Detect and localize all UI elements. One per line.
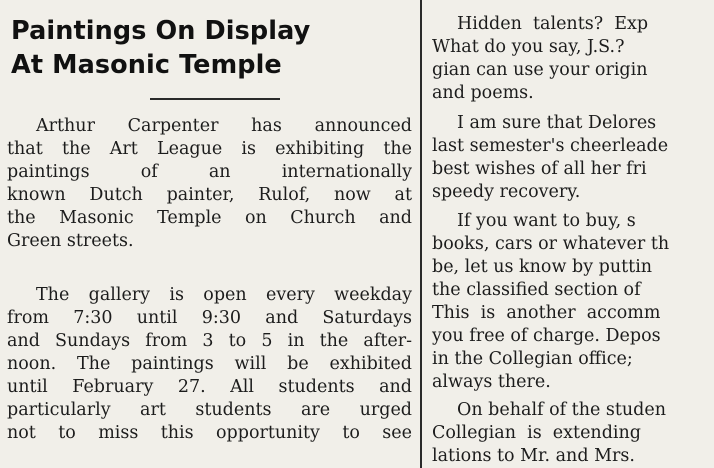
text-line: and poems.: [432, 83, 534, 103]
text-line: from 7:30 until 9:30 and Saturdays: [7, 308, 412, 328]
text-line: Green streets.: [7, 231, 134, 251]
text-line: particularly art students are urged: [7, 400, 412, 420]
text-line: This is another accomm: [432, 303, 661, 323]
text-line: The gallery is open every weekday: [36, 285, 412, 305]
article-headline: [11, 14, 310, 82]
text-line: paintings of an internationally: [7, 162, 412, 182]
text-line: best wishes of all her fri: [432, 159, 647, 179]
headline-divider: [150, 98, 280, 100]
text-line: in the Collegian office;: [432, 349, 633, 369]
text-line: be, let us know by puttin: [432, 257, 653, 277]
right-column: [427, 0, 714, 468]
headline-line: Paintings On Display: [11, 16, 311, 46]
text-line: Collegian is extending: [432, 423, 641, 443]
text-line: that the Art League is exhibiting the: [7, 139, 412, 159]
text-line: always there.: [432, 372, 551, 392]
text-line: the classified section of: [432, 280, 641, 300]
text-line: lations to Mr. and Mrs.: [432, 446, 635, 466]
text-line: known Dutch painter, Rulof, now at: [7, 185, 412, 205]
text-line: noon. The paintings will be exhibited: [7, 354, 412, 374]
text-line: I am sure that Delores: [457, 113, 657, 133]
text-line: until February 27. All students and: [7, 377, 412, 397]
text-line: the Masonic Temple on Church and: [7, 208, 412, 228]
text-line: books, cars or whatever th: [432, 234, 670, 254]
headline-line: At Masonic Temple: [11, 50, 282, 80]
text-line: you free of charge. Depos: [432, 326, 661, 346]
text-line: What do you say, J.S.?: [432, 37, 625, 57]
text-line: speedy recovery.: [432, 182, 581, 202]
text-line: last semester's cheerleade: [432, 136, 669, 156]
text-line: and Sundays from 3 to 5 in the after-: [7, 331, 412, 351]
text-line: Hidden talents? Exp: [457, 14, 649, 34]
text-line: On behalf of the studen: [457, 400, 666, 420]
column-divider: [420, 0, 422, 468]
text-line: gian can use your origin: [432, 60, 648, 80]
text-line: Arthur Carpenter has announced: [36, 116, 412, 136]
text-line: not to miss this opportunity to see: [7, 423, 412, 443]
text-line: If you want to buy, s: [457, 211, 636, 231]
